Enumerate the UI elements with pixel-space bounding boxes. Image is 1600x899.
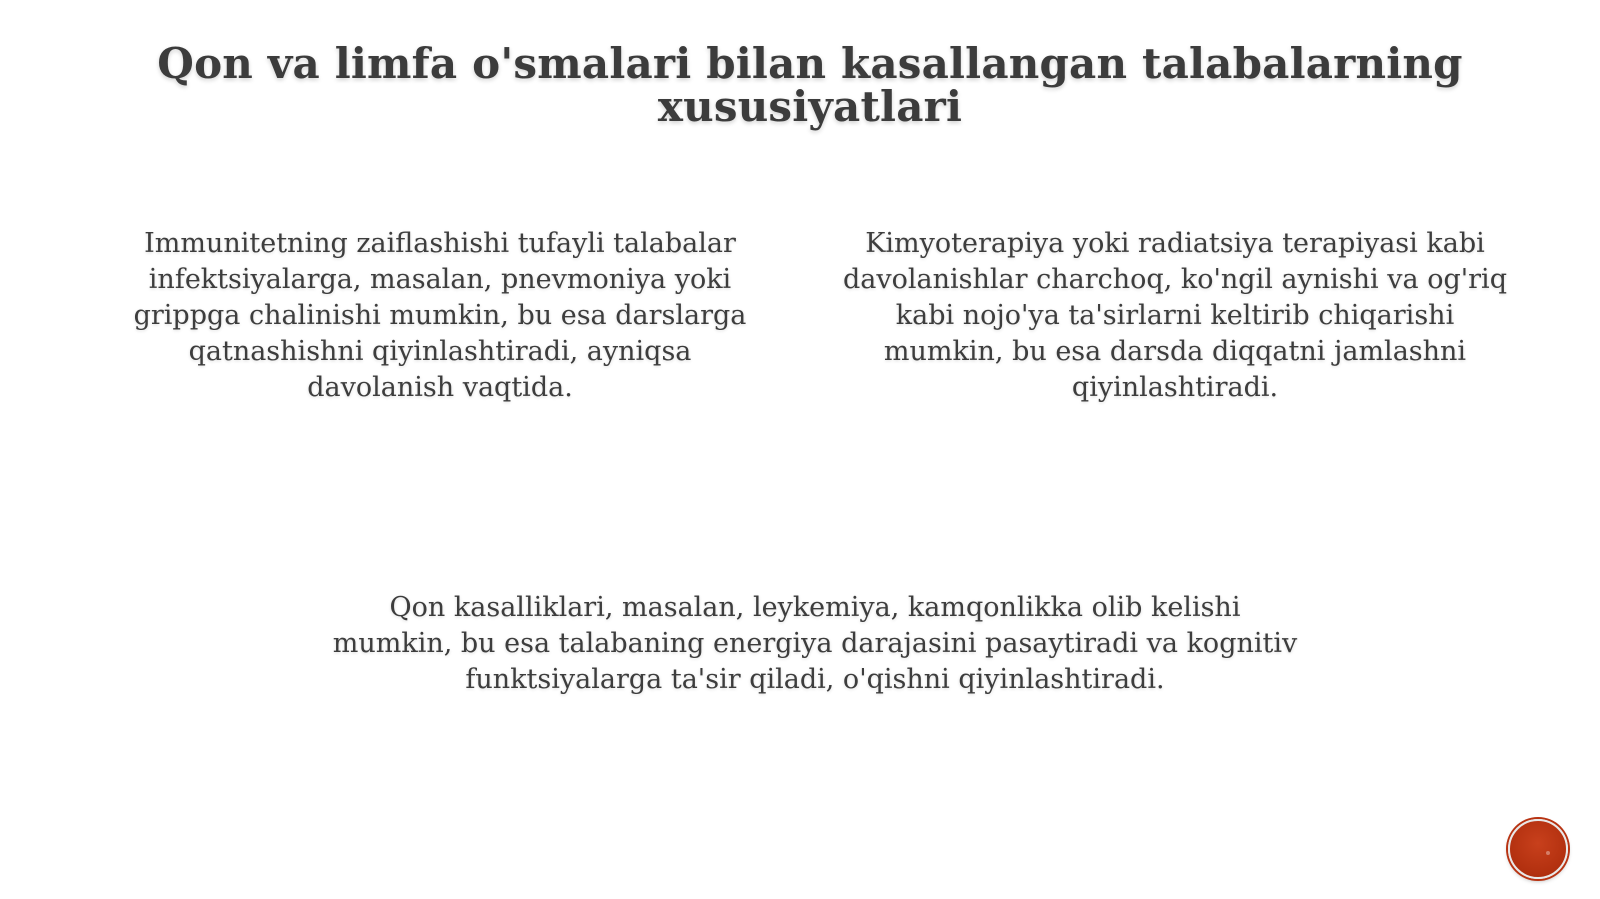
text-block-immunity: Immunitetning zaiflashishi tufayli talabalar infektsiyalarga, masalan, pnevmoniya yoki grippga chalinishi mumkin, bu esa darslarga qatnashishni qiyinlashtiradi, ayniqsa davolanish vaqtida.	[133, 228, 747, 403]
slide-nav-button[interactable]	[1508, 819, 1568, 879]
text-block-blood-diseases: Qon kasalliklari, masalan, leykemiya, kamqonlikka olib kelishi mumkin, bu esa talabaning energiya darajasini pasaytiradi va kognitiv funktsiyalarga ta'sir qiladi, o'qishni qiyinlashtiradi.	[332, 592, 1298, 695]
text-block-treatment: Kimyoterapiya yoki radiatsiya terapiyasi kabi davolanishlar charchoq, ko'ngil aynishi va og'riq kabi nojo'ya ta'sirlarni keltirib chiqarishi mumkin, bu esa darsda diqqatni jamlashni qiyinlashtiradi.	[843, 228, 1507, 403]
slide-title: Qon va limfa o'smalari bilan kasallangan talabalarning xususiyatlari	[157, 39, 1463, 131]
circle-nav-icon	[1546, 851, 1550, 855]
